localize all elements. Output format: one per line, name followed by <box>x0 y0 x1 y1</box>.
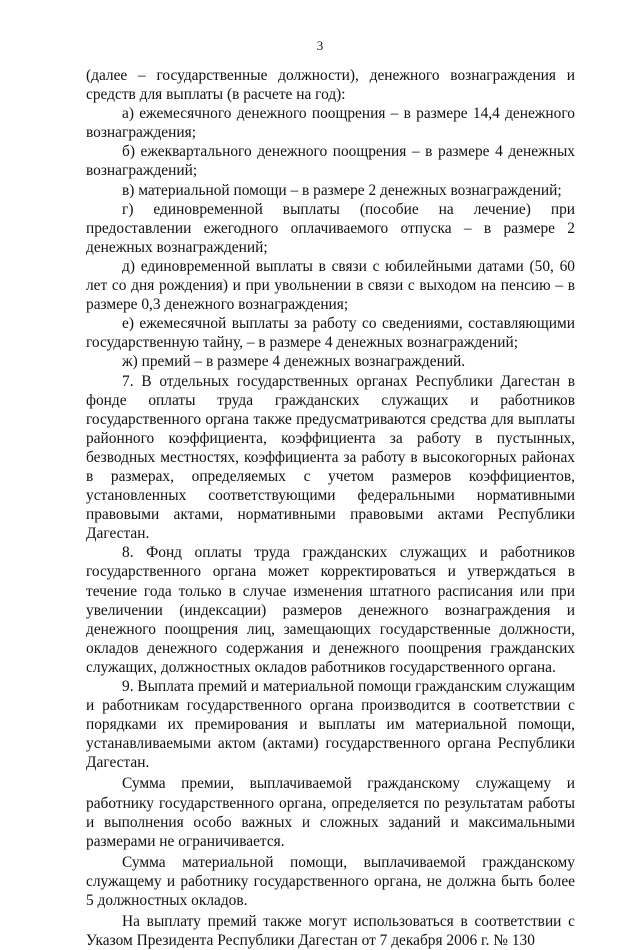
paragraph-9: 9. Выплата премий и материальной помощи гражданским служащим и работникам государственного органа производится в соответствии с порядками их премирования и выплаты им материальной помощи, устанавливаемыми актом (актами) государственного органа Республики Дагестан. <box>86 678 575 772</box>
list-item-b: б) ежеквартального денежного поощрения – в размере 4 денежных вознаграждений; <box>86 143 575 180</box>
paragraph-material-aid-amount: Сумма материальной помощи, выплачиваемой гражданскому служащему и работнику государственного органа, не должна быть более 5 должностных окладов. <box>86 853 575 910</box>
paragraph-7: 7. В отдельных государственных органах Республики Дагестан в фонде оплаты труда гражданских служащих и работников государственного органа также предусматриваются средства для выплаты районного коэффициента, коэффициента за работу в пустынных, безводных местностях, коэффициента за работу в высокогорных районах в размерах, определяемых с учетом размеров коэффициентов, установленных соответствующими федеральными нормативными правовыми актами, нормативными правовыми актами Республики Дагестан. <box>86 372 575 543</box>
list-item-g: г) единовременной выплаты (пособие на лечение) при предоставлении ежегодного оплачиваемого отпуска – в размере 2 денежных вознаграждений; <box>86 200 575 256</box>
list-item-zh: ж) премий – в размере 4 денежных вознаграждений. <box>122 353 466 371</box>
list-item-v: в) материальной помощи – в размере 2 денежных вознаграждений; <box>122 181 562 199</box>
document-body <box>86 66 575 950</box>
paragraph-bonus-funding: На выплату премий также могут использоваться в соответствии с Указом Президента Республики Дагестан от 7 декабря 2006 г. № 130 <box>86 913 575 950</box>
paragraph-intro: (далее – государственные должности), денежного вознаграждения и средств для выплаты (в расчете на год): <box>86 67 575 104</box>
paragraph-8: 8. Фонд оплаты труда гражданских служащих и работников государственного органа может корректироваться и утверждаться в течение года только в случае изменения штатного расписания или при увеличении (индексации) размеров денежного вознаграждения и денежного поощрения лиц, замещающих государственные должности, окладов денежного содержания и денежного поощрения гражданских служащих, должностных окладов работников государственного органа. <box>86 544 575 676</box>
list-item-a: а) ежемесячного денежного поощрения – в размере 14,4 денежного вознаграждения; <box>86 105 575 142</box>
paragraph-bonus-amount: Сумма премии, выплачиваемой гражданскому служащему и работнику государственного органа, определяется по результатам работы и выполнения особо важных и сложных заданий и максимальными размерами не ограничивается. <box>86 775 575 850</box>
page-number: 3 <box>316 38 324 53</box>
list-item-e: е) ежемесячной выплаты за работу со сведениями, составляющими государственную тайну, – в размере 4 денежных вознаграждений; <box>86 315 575 352</box>
list-item-d: д) единовременной выплаты в связи с юбилейными датами (50, 60 лет со дня рождения) и при увольнении в связи с выходом на пенсию – в размере 0,3 денежного вознаграждения; <box>86 257 575 314</box>
